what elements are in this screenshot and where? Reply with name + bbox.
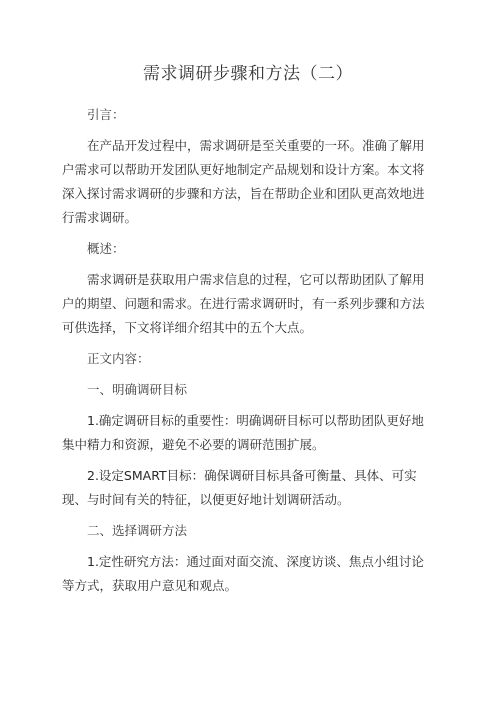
goals-point-1: 1.确定调研目标的重要性：明确调研目标可以帮助团队更好地集中精力和资源，避免不必要的调研范围扩展。 (62, 413, 424, 452)
overview-label: 概述： (87, 241, 125, 256)
overview-paragraph: 需求调研是获取用户需求信息的过程，它可以帮助团队了解用户的期望、问题和需求。在进行需求调研时，有一系列步骤和方法可供选择，下文将详细介绍其中的五个大点。 (62, 272, 425, 335)
main-content-label: 正文内容： (87, 351, 150, 366)
document-title: 需求调研步骤和方法（二） (143, 64, 353, 84)
document-body (62, 103, 434, 598)
section-heading-methods: 二、选择调研方法 (87, 523, 188, 538)
intro-paragraph: 在产品开发过程中，需求调研是至关重要的一环。准确了解用户需求可以帮助开发团队更好地制定产品规划和设计方案。本文将深入探讨需求调研的步骤和方法，旨在帮助企业和团队更高效地进行需求调研。 (62, 138, 425, 225)
intro-label: 引言： (87, 107, 125, 122)
goals-point-2: 2.设定SMART目标：确保调研目标具备可衡量、具体、可实现、与时间有关的特征，以便更好地计划调研活动。 (62, 468, 417, 507)
section-heading-goals: 一、明确调研目标 (87, 382, 188, 397)
methods-point-1: 1.定性研究方法：通过面对面交流、深度访谈、焦点小组讨论等方式，获取用户意见和观点。 (62, 554, 424, 593)
